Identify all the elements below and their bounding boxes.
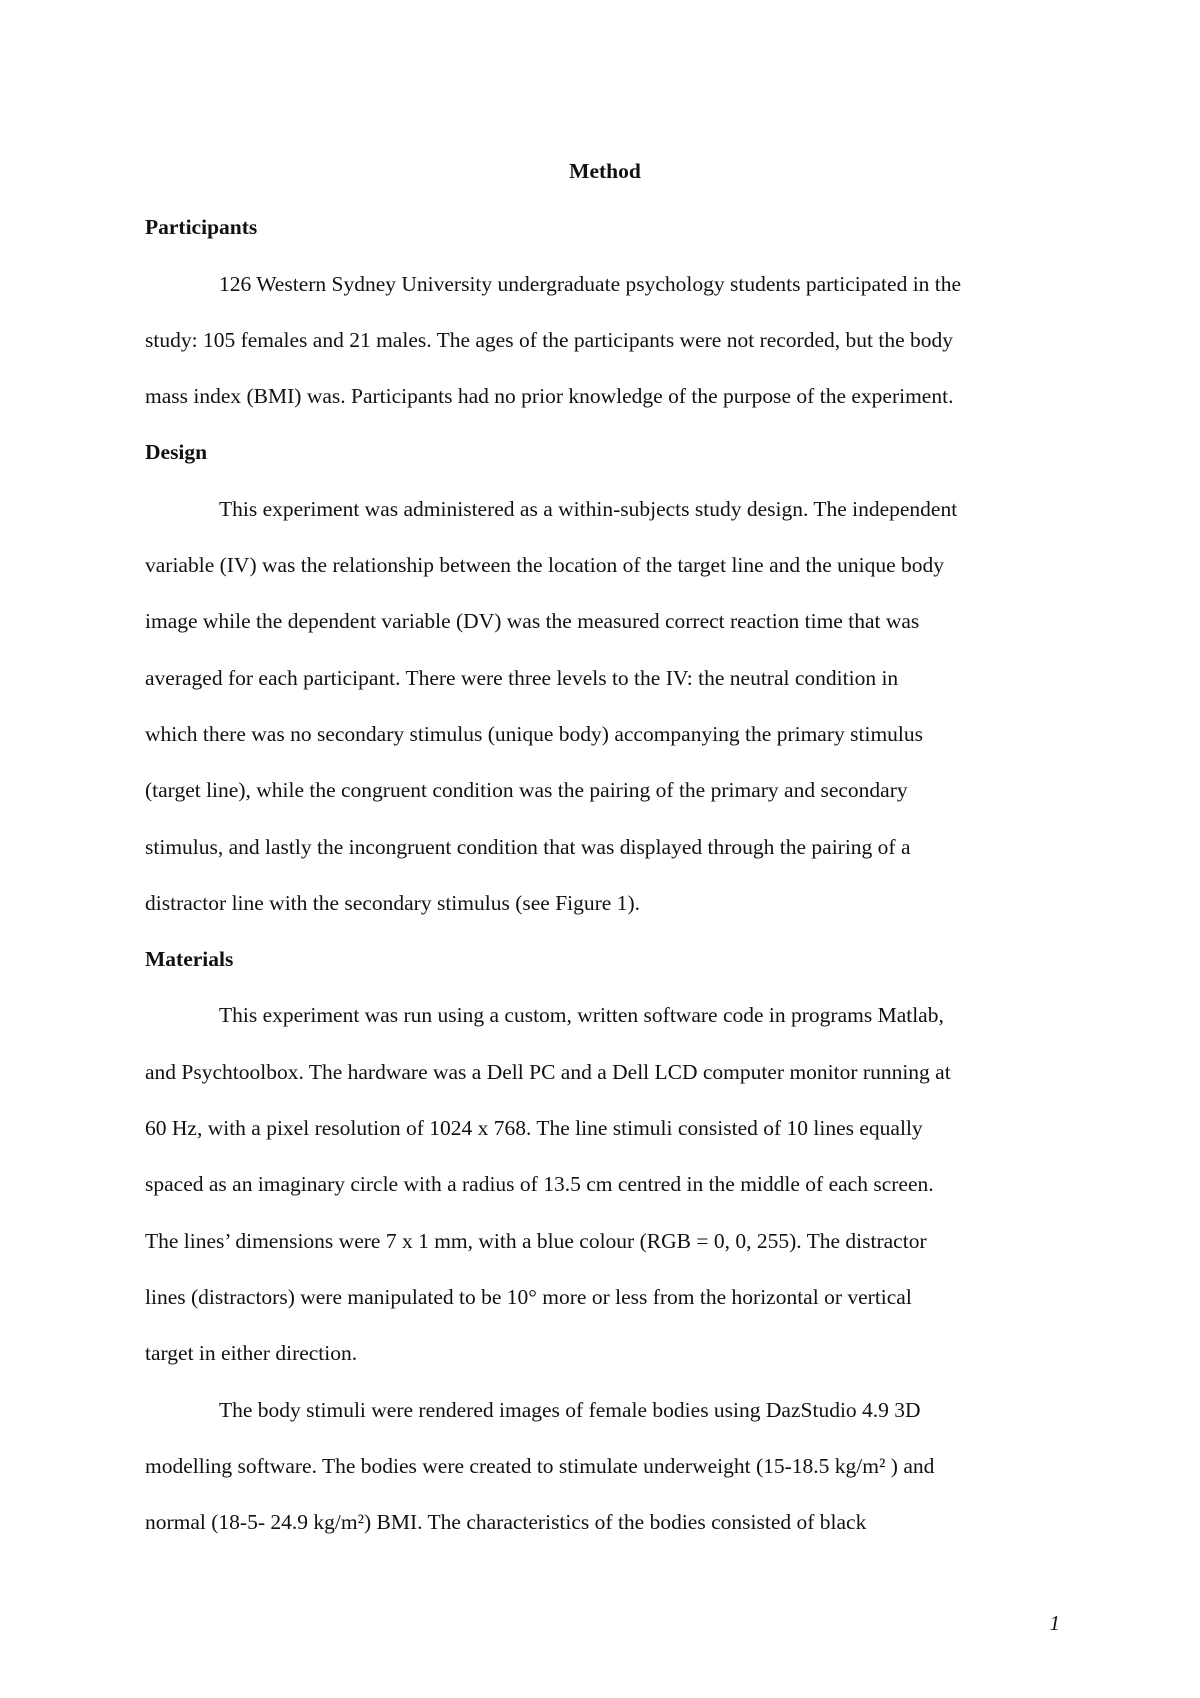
paragraph-line: spaced as an imaginary circle with a radius of 13.5 cm centred in the middle of each screen. (145, 1172, 934, 1197)
paragraph-line: lines (distractors) were manipulated to be 10° more or less from the horizontal or vertical (145, 1284, 912, 1309)
paragraph-line: normal (18-5- 24.9 kg/m²) BMI. The characteristics of the bodies consisted of black (145, 1510, 867, 1535)
paragraph-line: distractor line with the secondary stimulus (see Figure 1). (145, 890, 640, 915)
section-heading-materials: Materials (145, 947, 234, 972)
paragraph-line: target in either direction. (145, 1341, 358, 1366)
paragraph-line: 126 Western Sydney University undergraduate psychology students participated in the (219, 271, 962, 296)
paragraph-line: The lines’ dimensions were 7 x 1 mm, with a blue colour (RGB = 0, 0, 255). The distractor (145, 1228, 927, 1253)
materials-paragraph-2 (145, 1382, 1065, 1551)
paragraph-line: stimulus, and lastly the incongruent condition that was displayed through the pairing of a (145, 834, 911, 859)
participants-paragraph (145, 256, 1065, 425)
paragraph-line: This experiment was run using a custom, written software code in programs Matlab, (219, 1003, 944, 1028)
paragraph-line: study: 105 females and 21 males. The ages of the participants were not recorded, but the body (145, 327, 954, 352)
paragraph-line: The body stimuli were rendered images of female bodies using DazStudio 4.9 3D (219, 1397, 921, 1422)
document-body (145, 143, 1065, 1550)
paragraph-line: (target line), while the congruent condition was the pairing of the primary and secondary (145, 778, 908, 803)
materials-paragraph-1 (145, 987, 1065, 1381)
section-heading-design: Design (145, 440, 208, 465)
paragraph-line: variable (IV) was the relationship between the location of the target line and the unique body (145, 553, 945, 578)
design-paragraph (145, 481, 1065, 931)
paragraph-line: mass index (BMI) was. Participants had no prior knowledge of the purpose of the experiment. (145, 384, 954, 409)
page-title: Method (569, 159, 641, 183)
paragraph-line: and Psychtoolbox. The hardware was a Dell PC and a Dell LCD computer monitor running at (145, 1059, 951, 1084)
paragraph-line: modelling software. The bodies were created to stimulate underweight (15-18.5 kg/m² ) and (145, 1453, 935, 1478)
section-heading-participants: Participants (145, 215, 258, 240)
paragraph-line: This experiment was administered as a within-subjects study design. The independent (219, 496, 958, 521)
paragraph-line: image while the dependent variable (DV) was the measured correct reaction time that was (145, 609, 920, 634)
paragraph-line: which there was no secondary stimulus (unique body) accompanying the primary stimulus (145, 721, 924, 746)
page-number: 1 (1049, 1611, 1060, 1635)
paragraph-line: averaged for each participant. There were three levels to the IV: the neutral condition in (145, 665, 899, 690)
paragraph-line: 60 Hz, with a pixel resolution of 1024 x 768. The line stimuli consisted of 10 lines equally (145, 1116, 923, 1141)
